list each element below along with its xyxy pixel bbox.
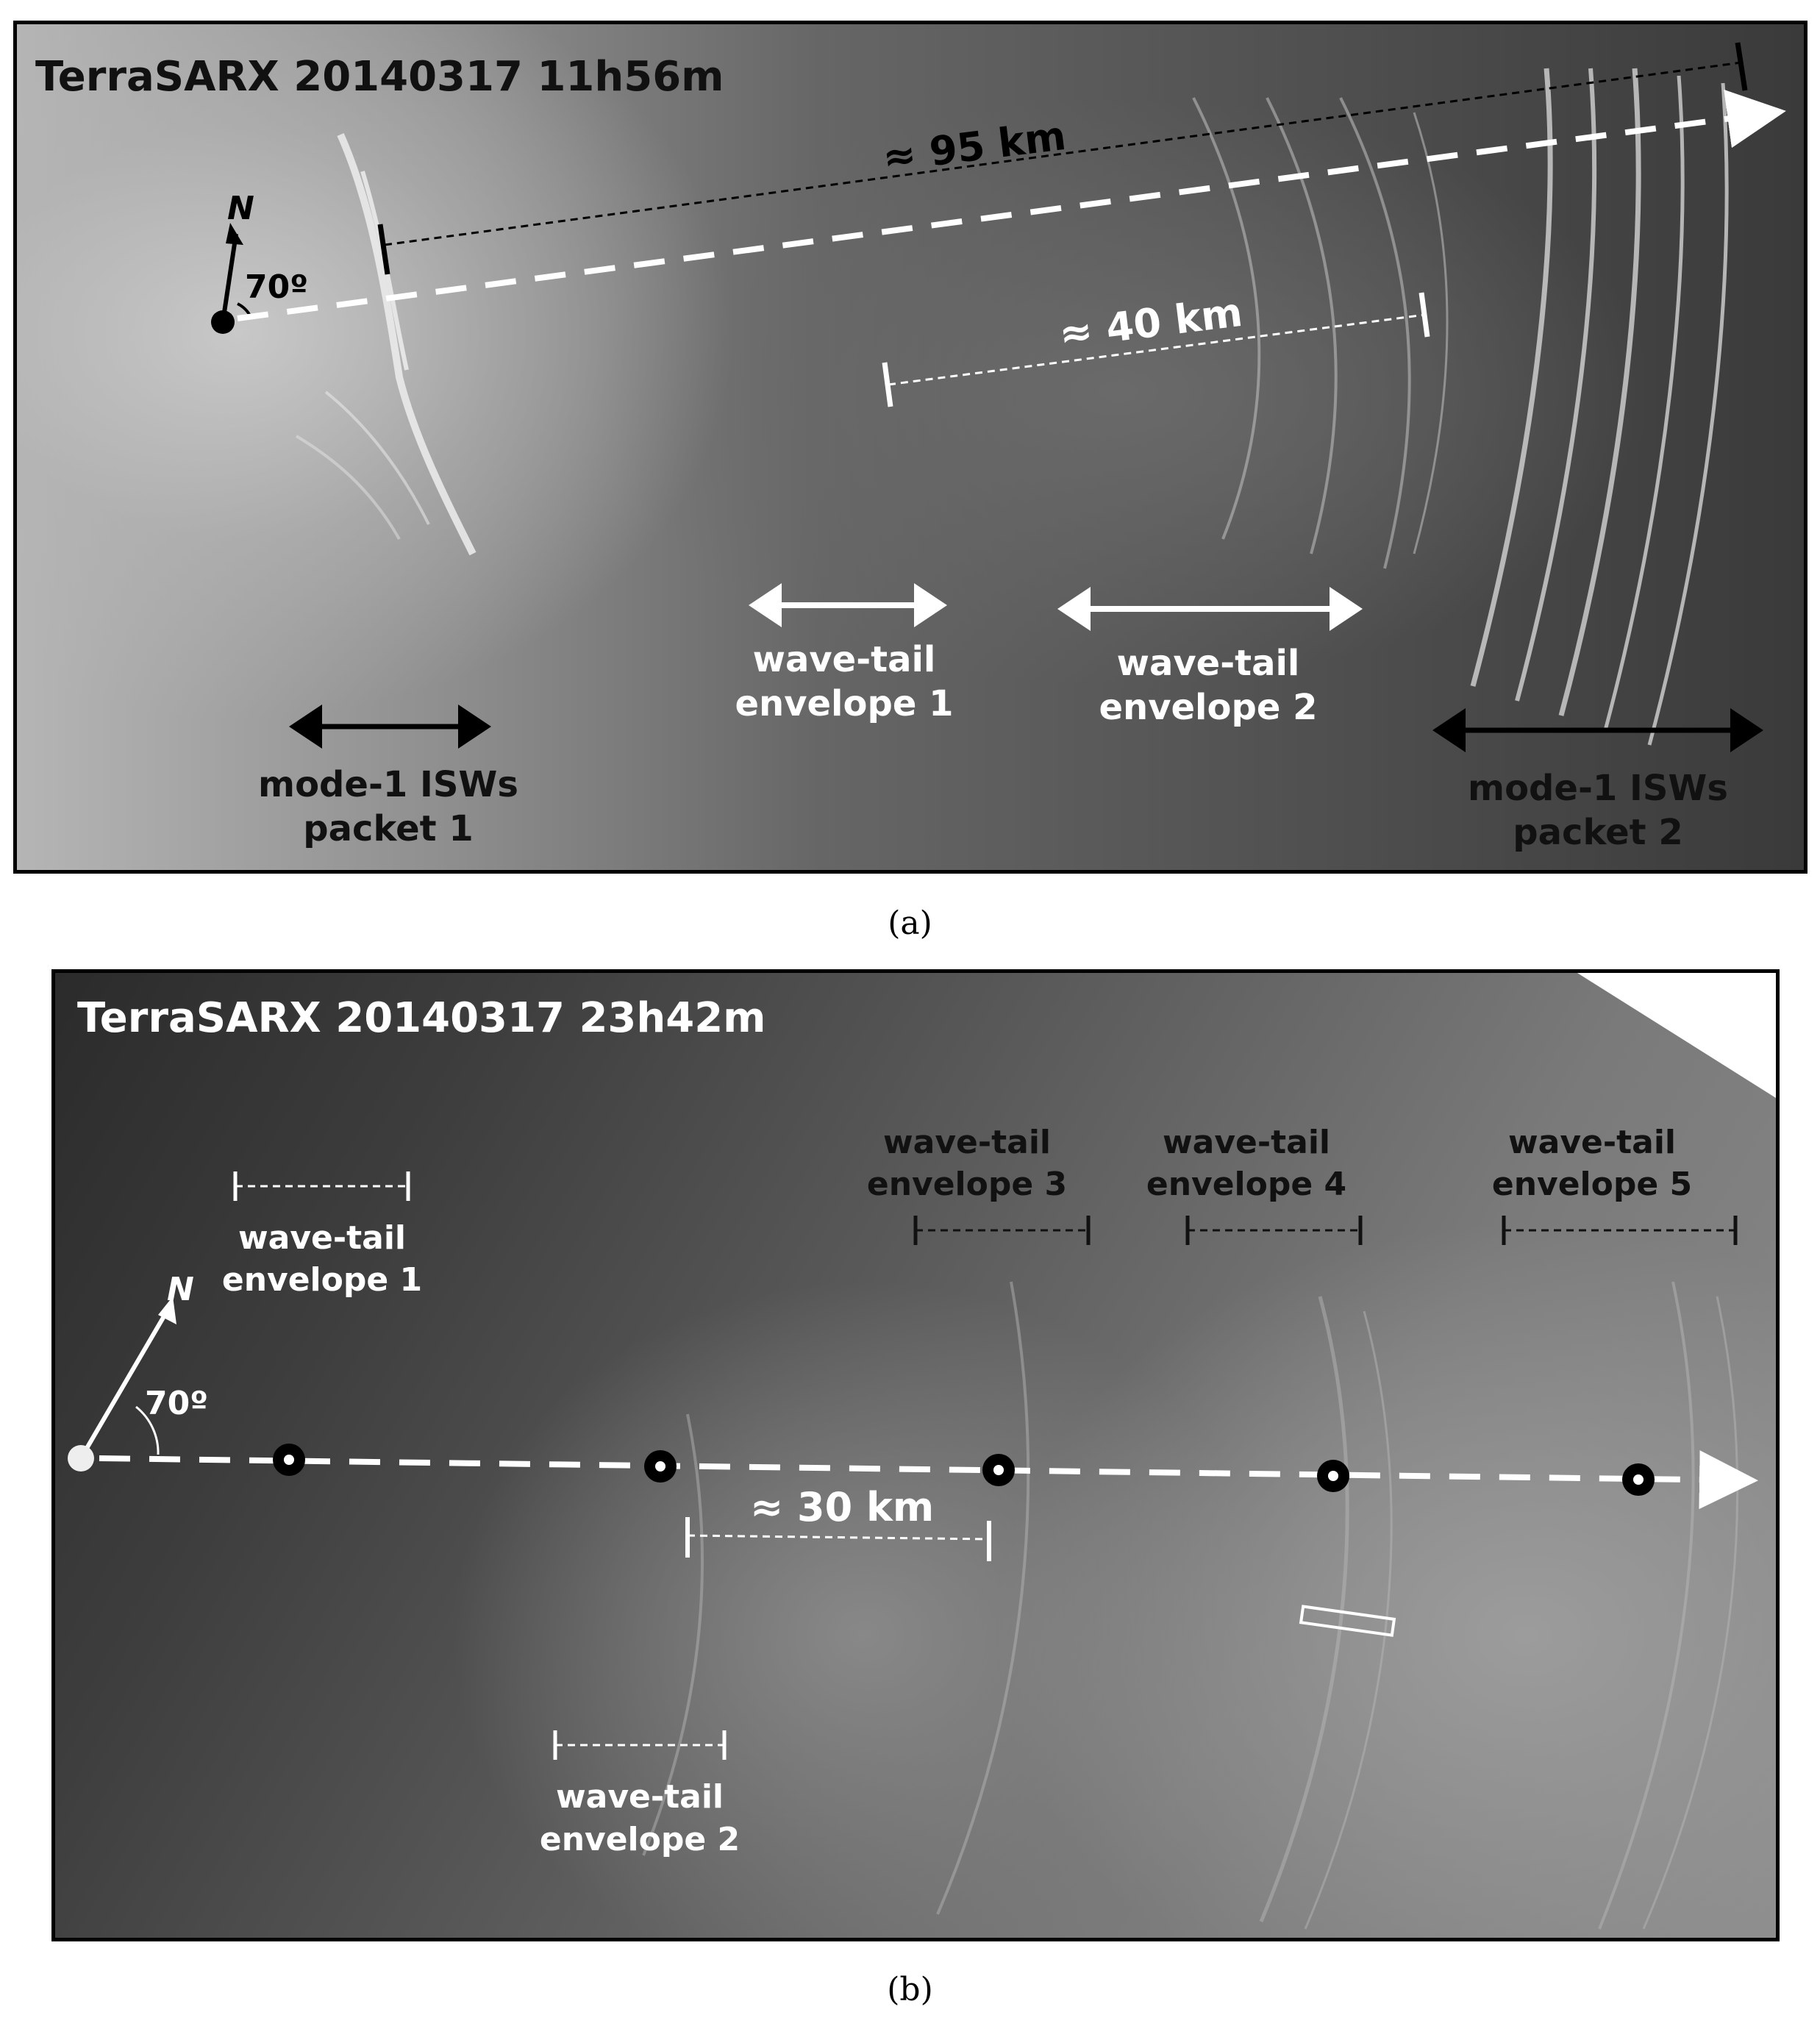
svg-text:envelope 1: envelope 1 bbox=[735, 683, 954, 724]
isw-packet-1-stripes bbox=[296, 135, 473, 554]
svg-text:envelope 4: envelope 4 bbox=[1146, 1166, 1347, 1203]
origin-point-a bbox=[211, 310, 235, 334]
scale-40km bbox=[885, 289, 1427, 407]
panel-b-title: TerraSARX 20140317 23h42m bbox=[77, 994, 766, 1042]
angle-label-a: 70º bbox=[245, 268, 309, 306]
svg-text:wave-tail: wave-tail bbox=[882, 1124, 1052, 1161]
image-edge-corner bbox=[1577, 973, 1776, 1098]
svg-text:envelope 5: envelope 5 bbox=[1491, 1166, 1693, 1203]
isw-packet-2-stripes bbox=[1473, 68, 1727, 745]
panel-a-overlay bbox=[17, 24, 1804, 870]
north-label-b: N bbox=[167, 1271, 194, 1308]
angle-label-b: 70º bbox=[145, 1385, 209, 1422]
svg-text:wave-tail: wave-tail bbox=[555, 1778, 724, 1816]
position-marker bbox=[273, 1444, 305, 1476]
svg-text:packet 2: packet 2 bbox=[1513, 812, 1683, 853]
svg-text:≈ 95 km: ≈ 95 km bbox=[879, 112, 1068, 181]
svg-text:envelope 3: envelope 3 bbox=[866, 1166, 1068, 1203]
sar-image-panel-a bbox=[13, 21, 1807, 874]
position-marker bbox=[644, 1450, 677, 1483]
propagation-direction-b bbox=[99, 1458, 1746, 1480]
svg-text:mode-1 ISWs: mode-1 ISWs bbox=[1468, 768, 1728, 809]
wave-tail-envelope-4-b bbox=[1146, 1124, 1360, 1245]
caption-a: (a) bbox=[888, 905, 932, 942]
north-arrow-b bbox=[68, 1271, 208, 1472]
wave-tail-envelope-1-b bbox=[222, 1171, 422, 1299]
svg-text:wave-tail: wave-tail bbox=[1116, 643, 1300, 684]
isw-packet-1-label bbox=[258, 705, 518, 849]
caption-b: (b) bbox=[887, 1971, 933, 2008]
wave-tail-envelope-1-a bbox=[735, 583, 953, 724]
subset-box bbox=[1301, 1606, 1394, 1635]
svg-text:envelope 1: envelope 1 bbox=[221, 1261, 423, 1299]
svg-text:≈ 30 km: ≈ 30 km bbox=[750, 1484, 935, 1530]
svg-text:≈ 40 km: ≈ 40 km bbox=[1056, 288, 1245, 357]
wave-crests-b bbox=[643, 1282, 1738, 1929]
north-label-a: N bbox=[227, 190, 254, 227]
svg-text:envelope 2: envelope 2 bbox=[1099, 687, 1318, 728]
panel-b-overlay bbox=[55, 973, 1776, 1938]
svg-text:mode-1 ISWs: mode-1 ISWs bbox=[258, 764, 518, 805]
svg-text:packet 1: packet 1 bbox=[303, 808, 474, 849]
position-marker bbox=[1317, 1460, 1349, 1492]
svg-text:wave-tail: wave-tail bbox=[752, 639, 936, 680]
svg-text:wave-tail: wave-tail bbox=[1507, 1124, 1677, 1161]
svg-text:envelope 2: envelope 2 bbox=[539, 1821, 741, 1858]
sar-image-panel-b bbox=[51, 969, 1780, 1941]
wave-tail-envelope-5-b bbox=[1492, 1124, 1735, 1245]
panel-a-title: TerraSARX 20140317 11h56m bbox=[35, 53, 724, 101]
wave-tail-envelope-3-b bbox=[867, 1124, 1088, 1245]
svg-text:wave-tail: wave-tail bbox=[238, 1219, 407, 1257]
svg-text:wave-tail: wave-tail bbox=[1162, 1124, 1331, 1161]
scale-30km bbox=[688, 1484, 989, 1561]
isw-packet-2-label bbox=[1432, 708, 1763, 853]
wave-tail-envelope-2-b bbox=[540, 1730, 740, 1858]
position-marker bbox=[1622, 1463, 1655, 1496]
wave-tail-envelope-2-a bbox=[1057, 587, 1363, 728]
position-marker bbox=[982, 1454, 1015, 1486]
origin-point-b bbox=[68, 1445, 94, 1472]
